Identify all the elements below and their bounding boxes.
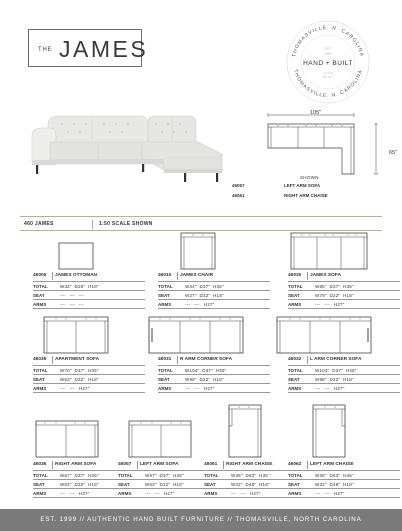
product-name: R ARM CORNER SOFA xyxy=(180,357,233,362)
page-title: JAMES xyxy=(59,36,149,62)
product-name: LEFT ARM SOFA xyxy=(140,462,179,467)
spec-row-total xyxy=(288,470,400,479)
right-arm-sofa-diagram xyxy=(35,420,99,458)
spec-header xyxy=(158,356,270,365)
spec-label: ARMS xyxy=(288,491,302,496)
spec-header-divider xyxy=(137,461,138,469)
section-vertical-divider xyxy=(92,220,93,229)
spec-value: W70" D37" H36" xyxy=(60,368,99,373)
seal-bottom-arc: THOMASVILLE, N. CAROLINA xyxy=(291,68,365,100)
spec-label: SEAT xyxy=(118,482,130,487)
product-code: 46031 xyxy=(158,357,172,362)
spec-row-arms xyxy=(33,299,145,308)
spec-row-seat xyxy=(33,290,145,299)
spec-value: --- --- H27" xyxy=(60,491,90,496)
spec-row-seat xyxy=(33,374,145,383)
product-name: LEFT ARM CHAISE xyxy=(310,462,354,467)
left-arm-chaise-diagram xyxy=(312,404,346,458)
spec-bottom-rule xyxy=(288,308,400,309)
spec-header-divider xyxy=(52,461,53,469)
spec-header-divider xyxy=(223,461,224,469)
title-box xyxy=(28,29,149,67)
spec-header xyxy=(33,272,145,281)
spec-label: TOTAL xyxy=(158,368,173,373)
spec-label: TOTAL xyxy=(33,473,48,478)
spec-label: ARMS xyxy=(288,386,302,391)
spec-bottom-rule xyxy=(158,308,270,309)
ottoman-diagram xyxy=(58,242,94,270)
product-card-r-arm-corner-sofa xyxy=(158,316,272,391)
seal-sub-line2: BUILT xyxy=(322,75,334,79)
spec-row-total xyxy=(288,281,400,290)
spec-value: --- --- H27" xyxy=(145,491,175,496)
spec-bottom-rule xyxy=(288,497,400,498)
spec-value: W104" D37" H36" xyxy=(185,368,227,373)
sofa-photo xyxy=(30,112,225,184)
spec-row-seat xyxy=(288,479,400,488)
spec-row-total xyxy=(288,365,400,374)
spec-value: W67" D37" H36" xyxy=(145,473,184,478)
spec-value: W63" D22" H18" xyxy=(60,482,99,487)
product-code: 46010 xyxy=(158,273,172,278)
product-code: 46005 xyxy=(33,273,47,278)
product-name: L ARM CORNER SOFA xyxy=(310,357,362,362)
product-code: 46036 xyxy=(33,462,47,467)
spec-value: W98" D22" H18" xyxy=(185,377,224,382)
seal-year: 1999 xyxy=(324,52,332,56)
product-card-l-arm-corner-sofa xyxy=(288,316,402,391)
spec-label: ARMS xyxy=(158,386,172,391)
spec-label: ARMS xyxy=(288,302,302,307)
spec-value: W32" D48" H18" xyxy=(231,482,270,487)
seal-sub-line1: HAND xyxy=(322,71,334,75)
spec-label: ARMS xyxy=(204,491,218,496)
spec-bottom-rule xyxy=(158,392,270,393)
section-collection: 460 JAMES xyxy=(24,221,54,227)
spec-row-arms xyxy=(288,488,400,497)
seal-top-arc: THOMASVILLE, N. CAROLINA xyxy=(291,24,365,58)
product-card-apartment-sofa xyxy=(33,316,147,391)
spec-value: --- --- --- xyxy=(60,293,84,298)
spec-value: --- --- --- xyxy=(60,302,84,307)
spec-label: TOTAL xyxy=(288,368,303,373)
spec-header xyxy=(158,272,270,281)
spec-label: SEAT xyxy=(33,377,45,382)
spec-value: W98" D22" H18" xyxy=(315,377,354,382)
spec-row-seat xyxy=(158,290,270,299)
spec-value: W104" D37" H36" xyxy=(315,368,357,373)
section-scale: 1:50 SCALE SHOWN xyxy=(99,221,153,227)
spec-label: SEAT xyxy=(204,482,216,487)
shown-code: 46061 xyxy=(232,193,245,198)
spec-value: W78" D22" H18" xyxy=(315,293,354,298)
section-divider xyxy=(20,216,382,217)
spec-value: W85" D37" H36" xyxy=(315,284,354,289)
spec-label: ARMS xyxy=(33,491,47,496)
spec-value: W63" D22" H18" xyxy=(145,482,184,487)
hand-built-seal-logo xyxy=(283,17,373,107)
footer-text: EST. 1999 // AUTHENTIC HAND BUILT FURNITURE // THOMASVILLE, NORTH CAROLINA xyxy=(40,516,362,523)
seal-brand: HAND + BUILT xyxy=(303,60,353,67)
spec-header-divider xyxy=(307,461,308,469)
product-card-chair xyxy=(158,232,272,307)
spec-value: W63" D22" H18" xyxy=(60,377,99,382)
spec-label: TOTAL xyxy=(158,284,173,289)
spec-row-arms xyxy=(288,383,400,392)
shown-name: LEFT ARM SOFA xyxy=(284,183,321,188)
depth-dimension: 65" xyxy=(389,150,398,156)
spec-value: --- --- H27" xyxy=(231,491,261,496)
spec-header xyxy=(288,356,400,365)
spec-bottom-rule xyxy=(288,392,400,393)
spec-header-divider xyxy=(307,272,308,280)
shown-code: 46057 xyxy=(232,183,245,188)
product-code: 46057 xyxy=(118,462,132,467)
product-name: JAMES CHAIR xyxy=(180,273,214,278)
spec-header-divider xyxy=(52,356,53,364)
spec-row-seat xyxy=(288,374,400,383)
spec-label: SEAT xyxy=(158,377,170,382)
left-arm-sofa-diagram xyxy=(128,420,192,458)
spec-header xyxy=(288,272,400,281)
spec-value: W34" D37" H36" xyxy=(185,284,224,289)
sectional-plan-diagram xyxy=(262,110,382,182)
spec-value: --- --- H27" xyxy=(315,386,345,391)
product-name: JAMES OTTOMAN xyxy=(55,273,98,278)
spec-bottom-rule xyxy=(33,392,145,393)
spec-label: TOTAL xyxy=(204,473,219,478)
spec-row-total xyxy=(33,281,145,290)
spec-row-arms xyxy=(158,383,270,392)
spec-header-divider xyxy=(307,356,308,364)
spec-label: ARMS xyxy=(33,302,47,307)
seal-est: EST. xyxy=(324,47,332,51)
spec-bottom-rule xyxy=(33,308,145,309)
spec-value: --- --- H27" xyxy=(185,386,215,391)
l-arm-corner-sofa-diagram xyxy=(276,316,372,354)
sofa-diagram xyxy=(290,232,368,270)
section-divider xyxy=(20,230,382,231)
spec-label: SEAT xyxy=(33,293,45,298)
spec-label: TOTAL xyxy=(118,473,133,478)
spec-row-seat xyxy=(158,374,270,383)
apartment-sofa-diagram xyxy=(43,316,109,354)
spec-value: --- --- H27" xyxy=(185,302,215,307)
chair-diagram xyxy=(180,232,216,270)
spec-label: ARMS xyxy=(118,491,132,496)
spec-label: SEAT xyxy=(288,377,300,382)
spec-row-total xyxy=(158,365,270,374)
shown-label: SHOWN xyxy=(300,175,319,180)
product-name: RIGHT ARM SOFA xyxy=(55,462,97,467)
spec-value: --- --- H27" xyxy=(315,491,345,496)
spec-label: TOTAL xyxy=(288,284,303,289)
spec-value: W36" D63" H36" xyxy=(315,473,354,478)
spec-row-total xyxy=(158,281,270,290)
product-card-ottoman xyxy=(33,240,147,307)
spec-row-arms xyxy=(288,299,400,308)
spec-row-seat xyxy=(288,290,400,299)
spec-label: TOTAL xyxy=(33,368,48,373)
spec-value: W27" D22" H18" xyxy=(185,293,224,298)
product-code: 46030 xyxy=(288,273,302,278)
spec-row-total xyxy=(33,365,145,374)
shown-name: RIGHT ARM CHAISE xyxy=(284,193,328,198)
spec-header-divider xyxy=(177,356,178,364)
r-arm-corner-sofa-diagram xyxy=(148,316,244,354)
title-prefix: THE xyxy=(38,47,53,53)
product-name: JAMES SOFA xyxy=(310,273,341,278)
spec-header xyxy=(288,461,400,470)
spec-value: W36" D63" H36" xyxy=(231,473,270,478)
spec-label: ARMS xyxy=(33,386,47,391)
spec-value: W32" D48" H18" xyxy=(315,482,354,487)
footer-bar xyxy=(0,509,402,531)
spec-row-arms xyxy=(33,383,145,392)
spec-header-divider xyxy=(52,272,53,280)
product-code: 46032 xyxy=(288,357,302,362)
width-dimension: 105" xyxy=(310,110,322,116)
right-arm-chaise-diagram xyxy=(228,404,262,458)
spec-label: TOTAL xyxy=(288,473,303,478)
product-name: APARTMENT SOFA xyxy=(55,357,100,362)
spec-header xyxy=(33,356,145,365)
product-code: 46035 xyxy=(33,357,47,362)
product-card-left-arm-chaise xyxy=(288,404,402,496)
spec-label: SEAT xyxy=(288,482,300,487)
spec-value: W67" D37" H36" xyxy=(60,473,99,478)
product-card-sofa xyxy=(288,232,402,307)
product-code: 46062 xyxy=(288,462,302,467)
spec-header-divider xyxy=(177,272,178,280)
spec-label: ARMS xyxy=(158,302,172,307)
spec-label: SEAT xyxy=(158,293,170,298)
spec-label: SEAT xyxy=(288,293,300,298)
spec-row-arms xyxy=(158,299,270,308)
spec-label: TOTAL xyxy=(33,284,48,289)
product-code: 46061 xyxy=(204,462,218,467)
spec-value: --- --- H27" xyxy=(315,302,345,307)
product-name: RIGHT ARM CHAISE xyxy=(226,462,273,467)
spec-value: W32" D26" H18" xyxy=(60,284,99,289)
spec-label: SEAT xyxy=(33,482,45,487)
spec-value: --- --- H27" xyxy=(60,386,90,391)
